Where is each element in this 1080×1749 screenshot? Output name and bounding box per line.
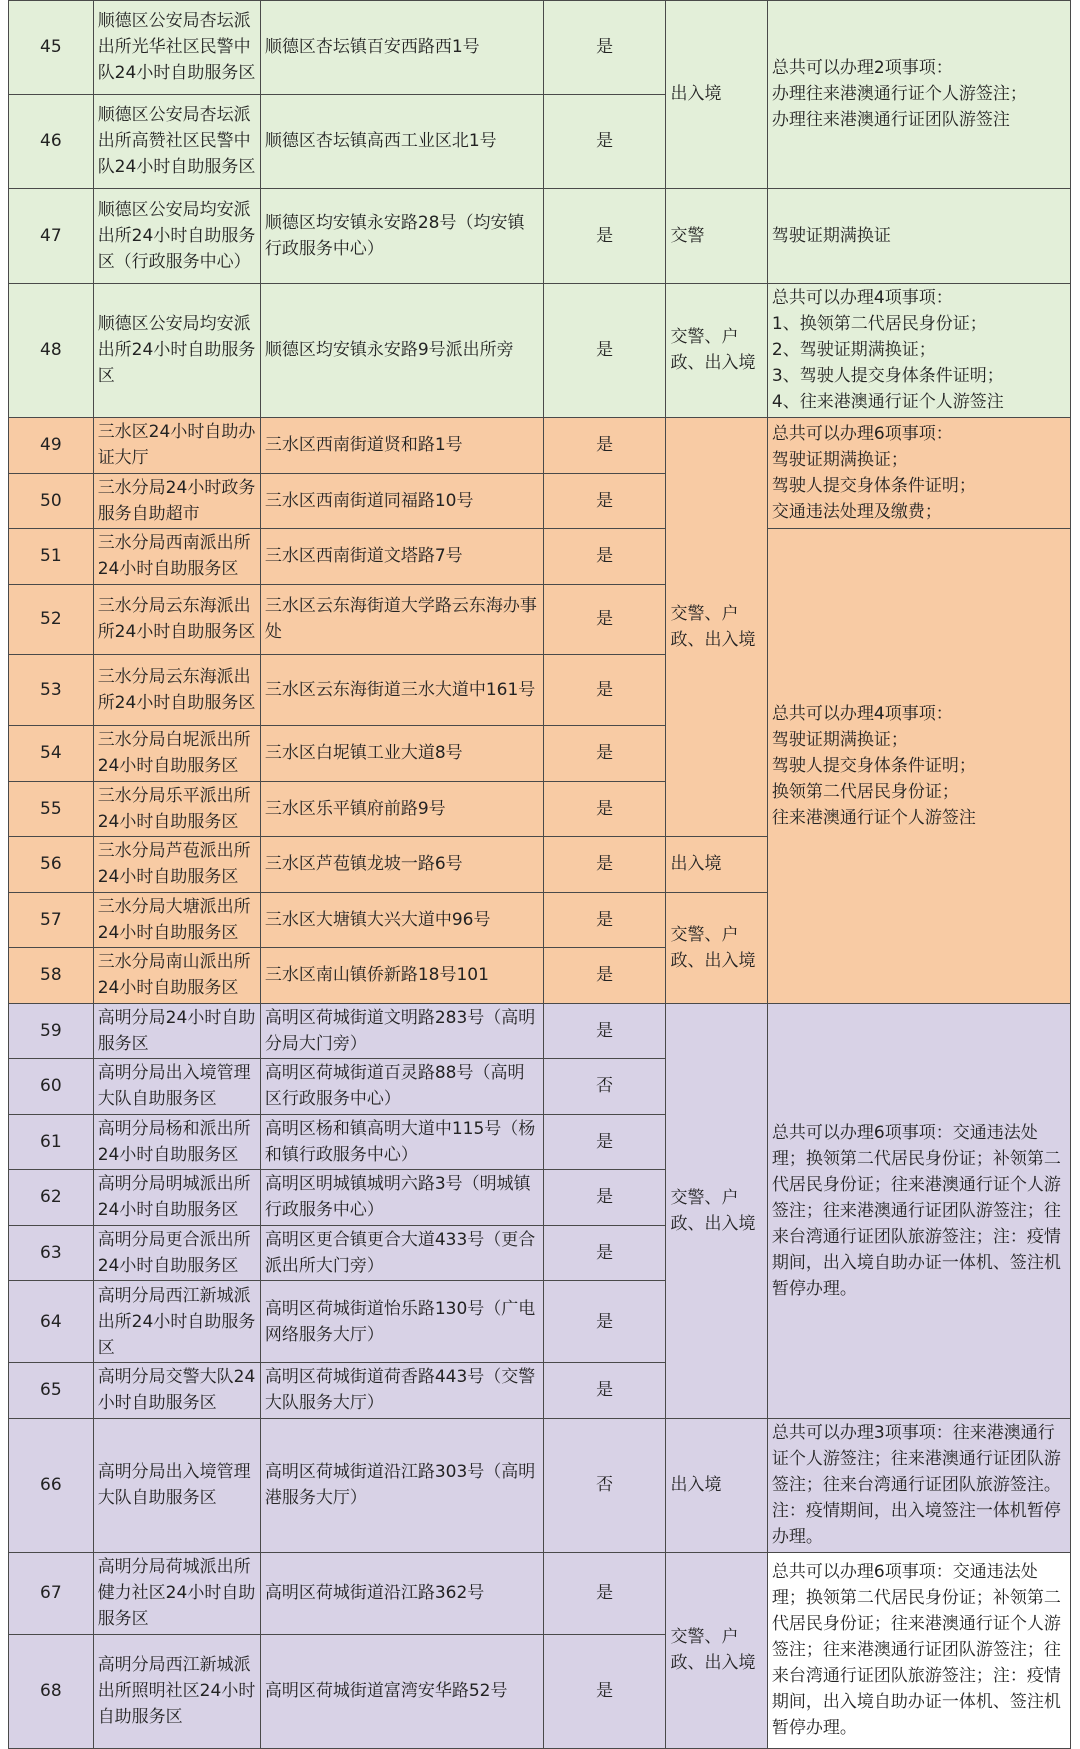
service-point-name: 高明分局明城派出所24小时自助服务区 (93, 1170, 260, 1226)
service-point-address: 高明区荷城街道沿江路303号（高明港服务大厅） (260, 1418, 543, 1552)
service-items: 总共可以办理6项事项：交通违法处理；换领第二代居民身份证；补领第二代居民身份证；往来港澳通行证个人游签注；往来港澳通行证团队游签注；往来台湾通行证团队旅游签注；注：疫情期间，出入境自助办证一体机、签注机暂停办理。 (767, 1552, 1070, 1748)
service-point-address: 高明区更合镇更合大道433号（更合派出所大门旁） (260, 1225, 543, 1281)
row-number: 62 (9, 1170, 94, 1226)
row-number: 54 (9, 725, 94, 781)
service-point-name: 顺德区公安局杏坛派出所高赞社区民警中队24小时自助服务区 (93, 94, 260, 188)
service-point-address: 高明区杨和镇高明大道中115号（杨和镇行政服务中心） (260, 1114, 543, 1170)
business-category: 交警、户政、出入境 (666, 1003, 767, 1418)
service-point-address: 顺德区均安镇永安路9号派出所旁 (260, 283, 543, 417)
table-row (9, 529, 1071, 585)
row-number: 60 (9, 1059, 94, 1115)
availability-flag: 是 (543, 283, 666, 417)
table-row (9, 418, 1071, 474)
service-point-name: 顺德区公安局均安派出所24小时自助服务区 (93, 283, 260, 417)
service-point-name: 高明分局交警大队24小时自助服务区 (93, 1363, 260, 1419)
row-number: 57 (9, 892, 94, 948)
service-item-line: 总共可以办理4项事项： (771, 288, 953, 309)
service-item-line: 驾驶证期满换证； (771, 450, 908, 471)
availability-flag: 是 (543, 1, 666, 95)
service-point-name: 三水分局大塘派出所24小时自助服务区 (93, 892, 260, 948)
availability-flag: 是 (543, 781, 666, 837)
business-category: 交警 (666, 188, 767, 283)
availability-flag: 是 (543, 1363, 666, 1419)
business-category: 出入境 (666, 837, 767, 893)
row-number: 66 (9, 1418, 94, 1552)
availability-flag: 是 (543, 529, 666, 585)
service-item-line: 2、驾驶证期满换证； (771, 340, 936, 361)
service-point-name: 高明分局荷城派出所健力社区24小时自助服务区 (93, 1552, 260, 1634)
service-item-line: 总共可以办理4项事项： (771, 703, 953, 724)
service-point-address: 三水区西南街道贤和路1号 (260, 418, 543, 474)
availability-flag: 是 (543, 1114, 666, 1170)
row-number: 48 (9, 283, 94, 417)
service-items (767, 188, 1070, 283)
service-point-address: 三水区芦苞镇龙坡一路6号 (260, 837, 543, 893)
service-point-address: 三水区云东海街道三水大道中161号 (260, 655, 543, 726)
service-item-line: 驾驶人提交身体条件证明； (771, 755, 976, 776)
row-number: 49 (9, 418, 94, 474)
table-row (9, 188, 1071, 283)
service-point-name: 三水分局乐平派出所24小时自助服务区 (93, 781, 260, 837)
service-point-name: 高明分局西江新城派出所24小时自助服务区 (93, 1281, 260, 1363)
service-point-address: 三水区云东海街道大学路云东海办事处 (260, 584, 543, 655)
row-number: 45 (9, 1, 94, 95)
service-point-address: 三水区乐平镇府前路9号 (260, 781, 543, 837)
table-row (9, 1003, 1071, 1059)
availability-flag: 是 (543, 725, 666, 781)
service-items (767, 529, 1070, 1004)
availability-flag: 是 (543, 655, 666, 726)
service-point-name: 三水分局南山派出所24小时自助服务区 (93, 948, 260, 1004)
row-number: 55 (9, 781, 94, 837)
business-category: 交警、户政、出入境 (666, 283, 767, 417)
service-point-address: 高明区明城镇城明六路3号（明城镇行政服务中心） (260, 1170, 543, 1226)
service-point-address: 高明区荷城街道文明路283号（高明分局大门旁） (260, 1003, 543, 1059)
availability-flag: 是 (543, 418, 666, 474)
service-point-name: 顺德区公安局均安派出所24小时自助服务区（行政服务中心） (93, 188, 260, 283)
availability-flag: 是 (543, 1281, 666, 1363)
service-items: 总共可以办理3项事项：往来港澳通行证个人游签注；往来港澳通行证团队游签注；往来台湾通行证团队旅游签注。注：疫情期间，出入境签注一体机暂停办理。 (767, 1418, 1070, 1552)
service-item-line: 4、往来港澳通行证个人游签注 (771, 392, 1004, 413)
availability-flag: 是 (543, 1634, 666, 1748)
service-item-line: 驾驶证期满换证 (771, 225, 891, 246)
table-row (9, 1418, 1071, 1552)
business-category: 交警、户政、出入境 (666, 892, 767, 1003)
availability-flag: 是 (543, 473, 666, 529)
row-number: 67 (9, 1552, 94, 1634)
service-point-address: 高明区荷城街道富湾安华路52号 (260, 1634, 543, 1748)
service-point-name: 高明分局出入境管理大队自助服务区 (93, 1418, 260, 1552)
service-items: 总共可以办理6项事项：交通违法处理；换领第二代居民身份证；补领第二代居民身份证；往来港澳通行证个人游签注；往来港澳通行证团队游签注；往来台湾通行证团队旅游签注；注：疫情期间，出入境自助办证一体机、签注机暂停办理。 (767, 1003, 1070, 1418)
availability-flag: 否 (543, 1059, 666, 1115)
availability-flag: 是 (543, 188, 666, 283)
service-item-line: 办理往来港澳通行证个人游签注； (771, 84, 1027, 105)
table-row (9, 1552, 1071, 1634)
service-item-line: 3、驾驶人提交身体条件证明； (771, 366, 1004, 387)
service-point-name: 三水分局芦苞派出所24小时自助服务区 (93, 837, 260, 893)
service-point-address: 三水区西南街道同福路10号 (260, 473, 543, 529)
service-point-address: 三水区南山镇侨新路18号101 (260, 948, 543, 1004)
row-number: 65 (9, 1363, 94, 1419)
service-point-address: 三水区西南街道文塔路7号 (260, 529, 543, 585)
availability-flag: 是 (543, 584, 666, 655)
service-item-line: 往来港澳通行证个人游签注 (771, 807, 976, 828)
row-number: 59 (9, 1003, 94, 1059)
service-point-name: 高明分局更合派出所24小时自助服务区 (93, 1225, 260, 1281)
service-items (767, 283, 1070, 417)
service-items (767, 1, 1070, 189)
row-number: 47 (9, 188, 94, 283)
service-point-name: 高明分局西江新城派出所照明社区24小时自助服务区 (93, 1634, 260, 1748)
service-point-name: 高明分局24小时自助服务区 (93, 1003, 260, 1059)
service-point-address: 三水区白坭镇工业大道8号 (260, 725, 543, 781)
row-number: 58 (9, 948, 94, 1004)
row-number: 56 (9, 837, 94, 893)
service-point-address: 高明区荷城街道荷香路443号（交警大队服务大厅） (260, 1363, 543, 1419)
row-number: 63 (9, 1225, 94, 1281)
row-number: 46 (9, 94, 94, 188)
service-item-line: 驾驶人提交身体条件证明； (771, 476, 976, 497)
service-item-line: 换领第二代居民身份证； (771, 781, 959, 802)
business-category: 出入境 (666, 1, 767, 189)
business-category: 交警、户政、出入境 (666, 418, 767, 837)
service-item-line: 1、换领第二代居民身份证； (771, 314, 987, 335)
availability-flag: 否 (543, 1418, 666, 1552)
business-category: 交警、户政、出入境 (666, 1552, 767, 1748)
availability-flag: 是 (543, 892, 666, 948)
availability-flag: 是 (543, 1170, 666, 1226)
service-point-address: 高明区荷城街道沿江路362号 (260, 1552, 543, 1634)
row-number: 50 (9, 473, 94, 529)
service-point-address: 高明区荷城街道百灵路88号（高明区行政服务中心） (260, 1059, 543, 1115)
service-point-address: 顺德区杏坛镇百安西路西1号 (260, 1, 543, 95)
service-point-name: 三水分局云东海派出所24小时自助服务区 (93, 655, 260, 726)
row-number: 61 (9, 1114, 94, 1170)
availability-flag: 是 (543, 837, 666, 893)
service-point-address: 顺德区杏坛镇高西工业区北1号 (260, 94, 543, 188)
service-item-line: 总共可以办理6项事项： (771, 424, 953, 445)
availability-flag: 是 (543, 1225, 666, 1281)
availability-flag: 是 (543, 1003, 666, 1059)
service-point-name: 三水分局西南派出所24小时自助服务区 (93, 529, 260, 585)
table-row (9, 1, 1071, 95)
row-number: 53 (9, 655, 94, 726)
availability-flag: 是 (543, 1552, 666, 1634)
service-item-line: 驾驶证期满换证； (771, 729, 908, 750)
row-number: 68 (9, 1634, 94, 1748)
row-number: 52 (9, 584, 94, 655)
service-point-name: 顺德区公安局杏坛派出所光华社区民警中队24小时自助服务区 (93, 1, 260, 95)
service-point-name: 三水分局白坭派出所24小时自助服务区 (93, 725, 260, 781)
service-point-address: 三水区大塘镇大兴大道中96号 (260, 892, 543, 948)
row-number: 51 (9, 529, 94, 585)
row-number: 64 (9, 1281, 94, 1363)
service-points-table (8, 0, 1071, 1749)
service-item-line: 总共可以办理2项事项： (771, 58, 953, 79)
service-items (767, 418, 1070, 529)
table-row (9, 283, 1071, 417)
service-item-line: 办理往来港澳通行证团队游签注 (771, 110, 1010, 131)
service-point-address: 高明区荷城街道怡乐路130号（广电网络服务大厅） (260, 1281, 543, 1363)
service-point-name: 高明分局出入境管理大队自助服务区 (93, 1059, 260, 1115)
service-point-name: 三水区24小时自助办证大厅 (93, 418, 260, 474)
service-point-name: 三水分局24小时政务服务自助超市 (93, 473, 260, 529)
service-point-address: 顺德区均安镇永安路28号（均安镇行政服务中心） (260, 188, 543, 283)
availability-flag: 是 (543, 948, 666, 1004)
service-point-name: 高明分局杨和派出所24小时自助服务区 (93, 1114, 260, 1170)
availability-flag: 是 (543, 94, 666, 188)
service-item-line: 交通违法处理及缴费； (771, 502, 942, 523)
business-category: 出入境 (666, 1418, 767, 1552)
service-point-name: 三水分局云东海派出所24小时自助服务区 (93, 584, 260, 655)
